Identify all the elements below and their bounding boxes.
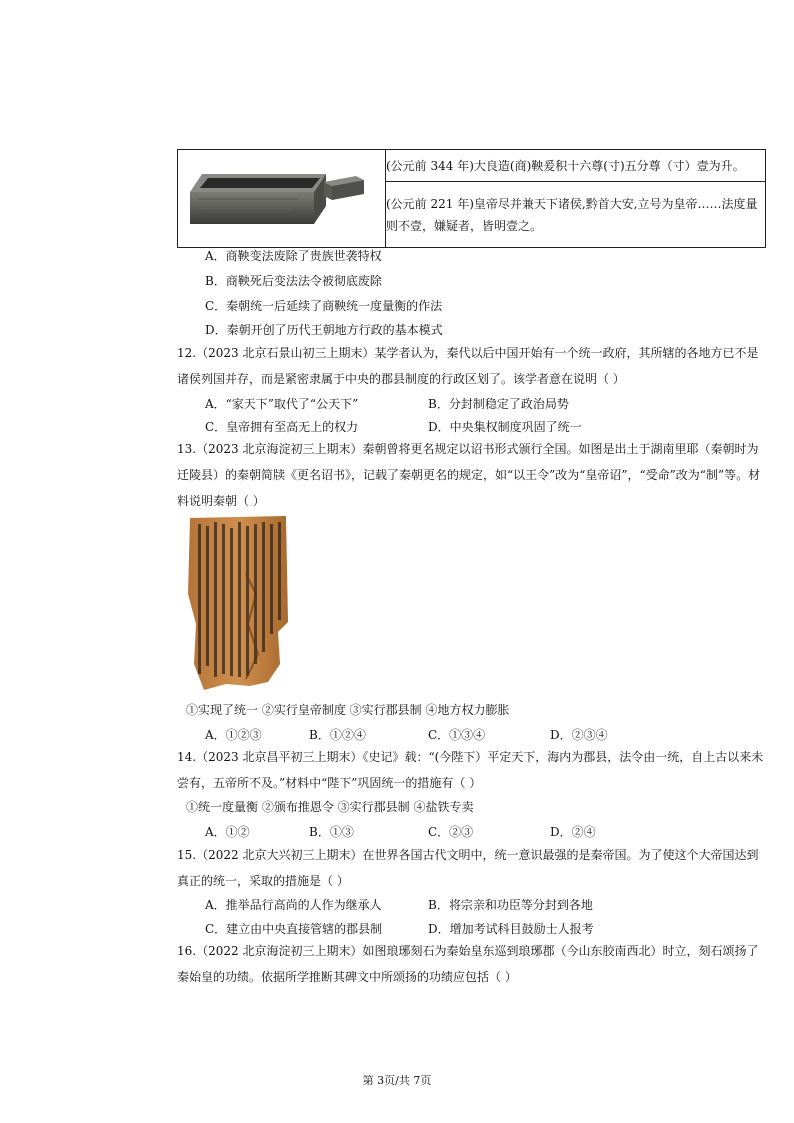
q15-option-a[interactable]: A．推举品行高尚的人作为继承人 — [205, 898, 382, 912]
q13-statements: ①实现了统一 ②实行皇帝制度 ③实行郡县制 ④地方权力膨胀 — [186, 703, 510, 717]
q15-option-c[interactable]: C．建立由中央直接管辖的郡县制 — [205, 922, 383, 936]
q13-option-c[interactable]: C．①③④ — [428, 728, 486, 742]
q12-option-b[interactable]: B．分封制稳定了政治局势 — [428, 397, 569, 411]
material-row2-text: (公元前 221 年)皇帝尽并兼天下诸侯,黔首大安,立号为皇帝……法度量则不壹，嫌疑者，皆明壹之。 — [386, 182, 766, 248]
q16-stem: 16.（2022 北京海淀初三上期末）如图琅琊刻石为秦始皇东巡到琅琊郡（今山东胶南西北）时立，刻石颂扬了秦始皇的功绩。依据所学推断其碑文中所颂扬的功绩应包括（ ） — [177, 944, 759, 984]
q14-option-b[interactable]: B．①③ — [309, 825, 354, 839]
q12-stem: 12.（2023 北京石景山初三上期末）某学者认为，秦代以后中国开始有一个统一政府，其所辖的各地方已不是诸侯列国并存，而是紧密隶属于中央的郡县制度的行政区划了。该学者意在说明（ ） — [177, 346, 759, 386]
q12-option-a[interactable]: A．“家天下”取代了“公天下” — [205, 397, 359, 411]
material-row1-text: (公元前 344 年)大良造(商)鞅爰积十六尊(寸)五分尊（寸）壹为升。 — [386, 150, 766, 182]
measure-image-cell — [178, 150, 386, 248]
q14-option-c[interactable]: C．②③ — [428, 825, 474, 839]
q15-option-b[interactable]: B．将宗亲和功臣等分封到各地 — [428, 898, 593, 912]
q14-option-d[interactable]: D．②④ — [550, 825, 596, 839]
q11-option-a[interactable]: A．商鞅变法废除了贵族世袭特权 — [205, 249, 382, 263]
bronze-measure-icon — [178, 150, 383, 244]
q11-option-c[interactable]: C．秦朝统一后延续了商鞅统一度量衡的作法 — [205, 299, 443, 313]
q13-option-d[interactable]: D．②③④ — [550, 728, 608, 742]
bamboo-slip-icon — [186, 514, 290, 690]
q15-stem: 15.（2022 北京大兴初三上期末）在世界各国古代文明中，统一意识最强的是秦帝国。为了使这个大帝国达到真正的统一，采取的措施是（ ） — [177, 848, 759, 888]
q12-option-c[interactable]: C．皇帝拥有至高无上的权力 — [205, 420, 359, 434]
q15-option-d[interactable]: D．增加考试科目鼓励士人报考 — [428, 922, 594, 936]
qin-slip-figure — [186, 514, 290, 693]
q11-option-b[interactable]: B．商鞅死后变法法令被彻底废除 — [205, 274, 382, 288]
q14-statements: ①统一度量衡 ②颁布推恩令 ③实行郡县制 ④盐铁专卖 — [186, 800, 474, 814]
page-footer: 第 3页/共 7页 — [362, 1074, 432, 1087]
q13-stem: 13.（2023 北京海淀初三上期末）秦朝曾将更名规定以诏书形式颁行全国。如图是出土于湖南里耶（秦朝时为迁陵县）的秦朝简牍《更名诏书》，记载了秦朝更名的规定，如“以王令”改为“皇帝诏”，“受命”改为“制”等。材料说明秦朝（ ） — [177, 442, 761, 508]
q13-option-a[interactable]: A．①②③ — [205, 728, 262, 742]
q14-option-a[interactable]: A．①② — [205, 825, 250, 839]
q14-stem: 14.（2023 北京昌平初三上期末）《史记》载：“(今陛下）平定天下，海内为郡县，法令由一统，自上古以来未尝有，五帝所不及。”材料中“陛下”巩固统一的措施有（ ） — [177, 750, 764, 790]
material-table — [177, 149, 766, 248]
q12-option-d[interactable]: D．中央集权制度巩固了统一 — [428, 420, 582, 434]
q13-option-b[interactable]: B．①②④ — [309, 728, 366, 742]
q11-option-d[interactable]: D．秦朝开创了历代王朝地方行政的基本模式 — [205, 323, 443, 337]
